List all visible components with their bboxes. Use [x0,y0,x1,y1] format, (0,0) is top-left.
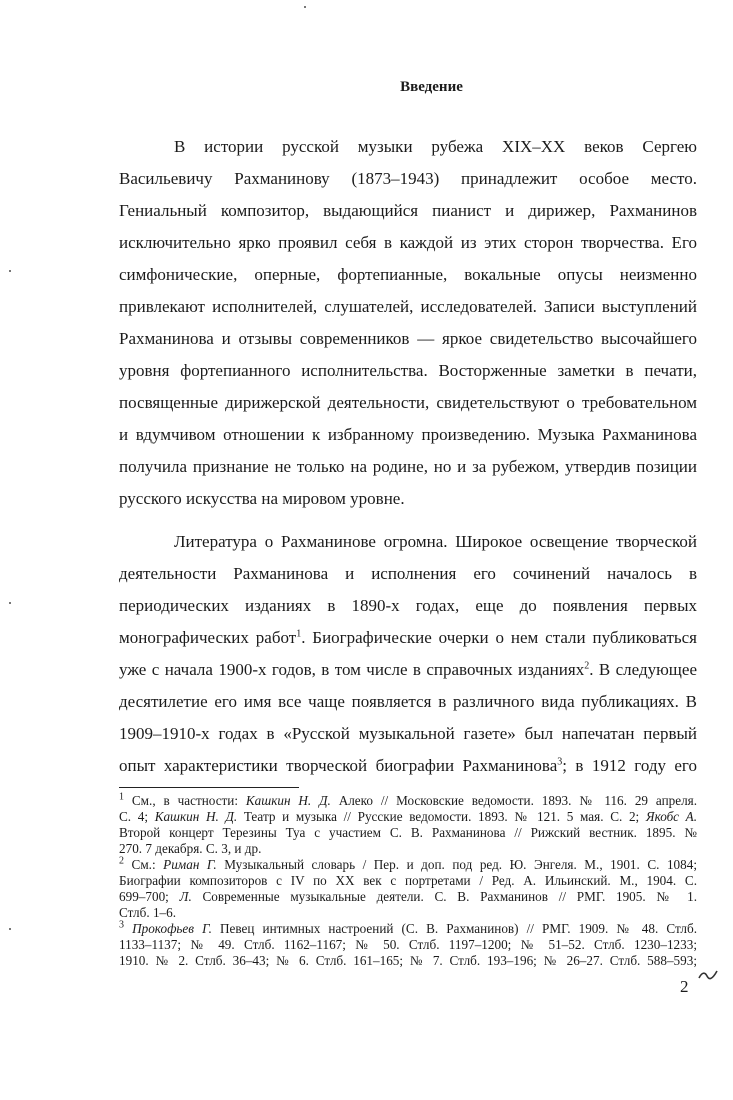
paragraph-line: монографических работ$^1$. Биографические очерки о нем стали публиковаться [119,628,698,647]
paragraph-line: периодических изданиях в 1890-х годах, еще до появления первых [119,596,697,615]
paragraph-line: В истории русской музыки рубежа XIX–XX веков Сергею [174,137,697,156]
footnote-ref: 1 [296,628,302,640]
paragraph-line: уровня фортепианного исполнительства. Восторженные заметки в печати, [119,361,697,380]
footnote-separator [119,787,299,788]
paragraph-line: Литература о Рахманинове огромна. Широкое освещение творческой [174,532,697,551]
footnote-1: $^1$ См., в частности: Кашкин Н. Д. Алеко // Московские ведомости. 1893. № 116. 29 апреля. [119,791,698,808]
page-number: 2 [680,977,689,996]
footnote-3: $^3$ Прокофьев Г. Певец интимных настроений (С. В. Рахманинов) // РМГ. 1909. № 48. Стлб. [119,919,698,936]
footnote-2: $^2$ См.: Риман Г. Музыкальный словарь / Пер. и доп. под ред. Ю. Энгеля. М., 1901. С. 1084; [119,855,697,872]
handwritten-mark-icon [697,968,719,982]
paragraph-line: исключительно ярко проявил себя в каждой из этих сторон творчества. Его [119,233,697,252]
paragraph-line: десятилетие его имя все чаще появляется в различного вида публикациях. В [119,692,697,711]
footnote-line: Стлб. 1–6. [119,905,177,920]
scan-speck [9,270,11,272]
paragraph-line: и вдумчивом отношении к избранному произведению. Музыка Рахманинова [119,425,697,444]
paragraph-line: уже с начала 1900-х годов, в том числе в справочных изданиях$^2$. В следующее [119,660,697,679]
paragraph-line: деятельности Рахманинова и исполнения его сочинений началось в [119,564,697,583]
footnote-ref: 3 [557,756,563,768]
footnote-line: Второй концерт Терезины Туа с участием С. В. Рахманинова // Рижский вестник. 1895. № [119,825,697,840]
paragraph-line: 1909–1910-х годах в «Русской музыкальной газете» был напечатан первый [119,724,697,743]
paragraph-line: посвященные дирижерской деятельности, свидетельствуют о требовательном [119,393,697,412]
footnote-line: С. 4; Кашкин Н. Д. Театр и музыка // Русские ведомости. 1893. № 121. 5 мая. С. 2; Якобс А. [119,809,697,824]
paragraph-line: привлекают исполнителей, слушателей, исследователей. Записи выступлений [119,297,697,316]
paragraph-line: Рахманинова и отзывы современников — яркое свидетельство высочайшего [119,329,697,348]
paragraph-line: русского искусства на мировом уровне. [119,489,405,508]
footnote-line: Биографии композиторов с IV по XX век с портретами / Ред. А. Ильинский. М., 1904. С. [119,873,697,888]
paragraph-line: опыт характеристики творческой биографии Рахманинова$^3$; в 1912 году его [119,756,697,775]
footnote-ref: 2 [584,660,590,672]
footnote-line: 1133–1137; № 49. Стлб. 1162–1167; № 50. Стлб. 1197–1200; № 51–52. Стлб. 1230–1233; [119,937,697,952]
paragraph-line: симфонические, оперные, фортепианные, вокальные опусы неизменно [119,265,697,284]
footnote-line: 270. 7 декабря. С. 3, и др. [119,841,262,856]
paragraph-line: получила признание не только на родине, но и за рубежом, утвердив позиции [119,457,697,476]
page-heading: Введение [400,79,463,95]
scan-speck [9,928,11,930]
footnote-line: 699–700; Л. Современные музыкальные деятели. С. В. Рахманинов // РМГ. 1905. № 1. [119,889,697,904]
scan-speck [9,602,11,604]
paragraph-line: Гениальный композитор, выдающийся пианист и дирижер, Рахманинов [119,201,697,220]
paragraph-line: Васильевичу Рахманинову (1873–1943) принадлежит особое место. [119,169,697,188]
scan-speck [304,6,306,8]
footnote-line: 1910. № 2. Стлб. 36–43; № 6. Стлб. 161–165; № 7. Стлб. 193–196; № 26–27. Стлб. 588–593; [119,953,697,968]
